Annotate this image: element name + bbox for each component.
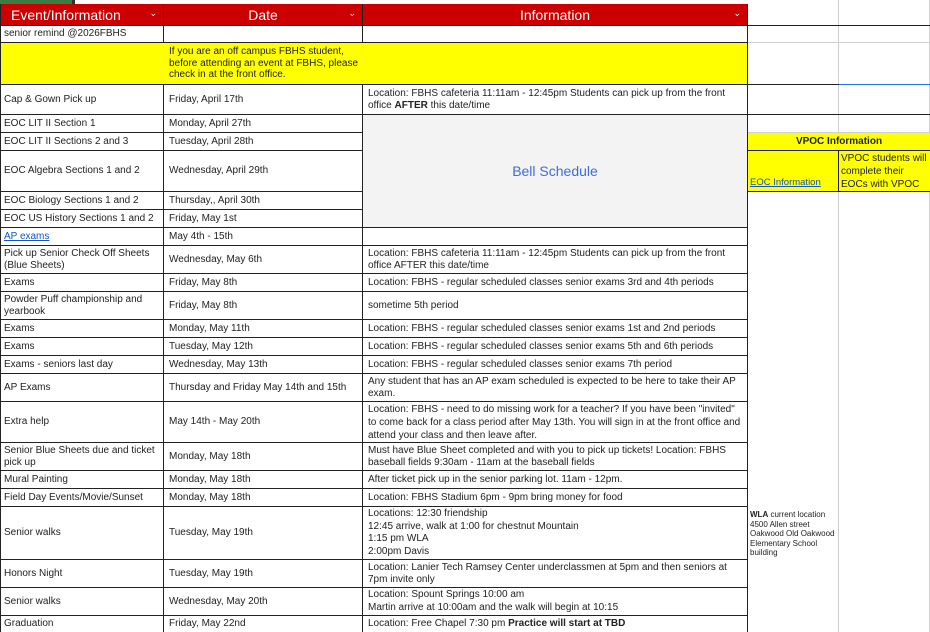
table-row-event: Pick up Senior Check Off Sheets (Blue Sheets): [4, 248, 150, 271]
table-row-event: EOC LIT II Sections 2 and 3: [4, 135, 129, 147]
table-row-date: Friday, May 1st: [169, 212, 237, 224]
table-row-info: Any student that has an AP exam scheduled is expected to be here to take their AP exam.: [368, 376, 736, 399]
info-line: 1:15 pm WLA: [368, 533, 429, 544]
table-row-event: Exams: [4, 276, 35, 288]
table-row-date: Monday, May 18th: [169, 473, 251, 485]
table-row-info: After ticket pick up in the senior parking lot. 11am - 12pm.: [368, 473, 623, 485]
table-row-event: Senior walks: [4, 595, 61, 607]
table-row-info: sometime 5th period: [368, 299, 459, 311]
table-row-date: Friday, May 22nd: [169, 618, 246, 630]
table-row-date: Wednesday, April 29th: [169, 165, 269, 177]
info-line: 12:45 arrive, walk at 1:00 for chestnut Mountain: [368, 520, 579, 532]
table-row-info: Must have Blue Sheet completed and with you to pick up tickets! Location: FBHS baseball fields 9:30am - 11am at the baseball fields: [368, 445, 726, 468]
table-row-info: Location: FBHS - regular scheduled classes senior exams 7th period: [368, 358, 673, 370]
table-row-info: Location: Lanier Tech Ramsey Center underclassmen at 5pm and then seniors at 7pm invite only: [368, 562, 727, 585]
table-row-info: Location: FBHS - regular scheduled classes senior exams 1st and 2nd periods: [368, 322, 716, 334]
info-text: Location: FBHS cafeteria 11:11am - 12:45pm Students can pick up from the front office: [368, 88, 726, 111]
table-row-date: Wednesday, May 6th: [169, 253, 263, 265]
table-row-date: Wednesday, May 20th: [169, 595, 268, 607]
vpoc-note: VPOC students will complete their EOCs with VPOC: [841, 152, 927, 190]
table-row-event: Mural Painting: [4, 473, 68, 485]
header-info[interactable]: [363, 4, 747, 25]
table-row-date: Thursday,, April 30th: [169, 194, 260, 206]
info-emphasis: Practice will start at TBD: [508, 618, 626, 630]
table-row-date: Monday, May 11th: [169, 322, 250, 334]
table-row-date: Friday, April 17th: [169, 93, 244, 105]
table-row-date: Tuesday, April 28th: [169, 135, 254, 147]
header-info-label: Information: [519, 6, 591, 23]
table-row-event: Cap & Gown Pick up: [4, 93, 97, 105]
table-row-event: EOC LIT II Section 1: [4, 117, 96, 129]
table-row-date: Tuesday, May 19th: [169, 567, 253, 579]
header-date[interactable]: [164, 4, 362, 25]
table-row-date: Friday, May 8th: [169, 299, 238, 311]
header-event[interactable]: [1, 4, 163, 25]
header-date-label: Date: [248, 6, 278, 23]
table-row-event: AP Exams: [4, 381, 51, 393]
bell-schedule-link[interactable]: Bell Schedule: [512, 163, 598, 179]
info-text: this date/time: [427, 99, 491, 111]
vpoc-title: VPOC Information: [795, 135, 883, 147]
table-row-date: May 4th - 15th: [169, 230, 233, 242]
table-row-info: Location: FBHS cafeteria 11:11am - 12:45pm Students can pick up from the front office AFTER this date/time: [368, 248, 726, 271]
table-row-event: Field Day Events/Movie/Sunset: [4, 491, 143, 503]
table-row-event: Graduation: [4, 618, 54, 630]
table-row-date: May 14th - May 20th: [169, 416, 261, 428]
table-row-date: Monday, May 18th: [169, 491, 251, 503]
table-row-event: Exams - seniors last day: [4, 358, 113, 370]
table-row-event: Honors Night: [4, 567, 63, 579]
info-emphasis: AFTER: [394, 99, 428, 111]
table-row-info: [368, 589, 746, 615]
table-row-info: [368, 508, 746, 558]
table-row-date: Tuesday, May 12th: [169, 340, 253, 352]
table-row-date: Monday, April 27th: [169, 117, 252, 129]
table-row-date: Friday, May 8th: [169, 276, 238, 288]
table-row-info: Location: FBHS - need to do missing work for a teacher? If you have been "invited" to come back for a class period after May 13th. You will sign in at the front office and attend your class and then leave after.: [368, 403, 741, 441]
table-row-date: Tuesday, May 19th: [169, 527, 253, 539]
table-row-event: EOC US History Sections 1 and 2: [4, 212, 154, 224]
info-text: Location: Free Chapel 7:30 pm: [368, 618, 509, 630]
offcampus-notice: If you are an off campus FBHS student, before attending an event at FBHS, please check in at the front office.: [169, 46, 359, 81]
table-row-date: Wednesday, May 13th: [169, 358, 268, 370]
table-row-event: EOC Biology Sections 1 and 2: [4, 194, 139, 206]
eoc-information-link[interactable]: EOC Information: [750, 177, 821, 189]
table-row-info: Location: FBHS - regular scheduled classes senior exams 5th and 6th periods: [368, 340, 714, 352]
table-row-event: Exams: [4, 340, 35, 352]
table-row-info: [363, 616, 747, 632]
table-row-info: Location: FBHS - regular scheduled classes senior exams 3rd and 4th periods: [368, 276, 714, 288]
table-row-event: Senior walks: [4, 527, 61, 539]
info-line: Locations: 12:30 friendship: [368, 508, 488, 519]
table-row-event: Senior Blue Sheets due and ticket pick up: [4, 445, 155, 468]
ap-exams-link[interactable]: AP exams: [4, 230, 50, 242]
wla-location-note: [748, 508, 840, 558]
table-row-date: Thursday and Friday May 14th and 15th: [169, 381, 347, 393]
table-row-event: Exams: [4, 322, 35, 334]
table-row-info: [363, 85, 747, 114]
table-row-event: Extra help: [4, 416, 50, 428]
info-line: 2:00pm Davis: [368, 545, 430, 557]
table-row-event: Powder Puff championship and yearbook: [4, 294, 143, 317]
filter-chevron-icon[interactable]: ⌄: [733, 8, 741, 18]
filter-chevron-icon[interactable]: ⌄: [348, 8, 356, 18]
info-line: Location: Spount Springs 10:00 am: [368, 589, 525, 600]
wla-label: WLA: [750, 510, 769, 519]
table-row-date: Monday, May 18th: [169, 450, 251, 462]
wla-text: current location 4500 Allen street Oakwood Old Oakwood Elementary School building: [750, 510, 835, 557]
table-row-event: senior remind @2026FBHS: [4, 28, 127, 40]
filter-chevron-icon[interactable]: ⌄: [149, 8, 157, 18]
info-line: Martin arrive at 10:00am and the walk will begin at 10:15: [368, 601, 619, 613]
header-event-label: Event/Information: [11, 6, 121, 23]
table-row-event: EOC Algebra Sections 1 and 2: [4, 165, 140, 177]
table-row-info: Location: FBHS Stadium 6pm - 9pm bring money for food: [368, 491, 623, 503]
